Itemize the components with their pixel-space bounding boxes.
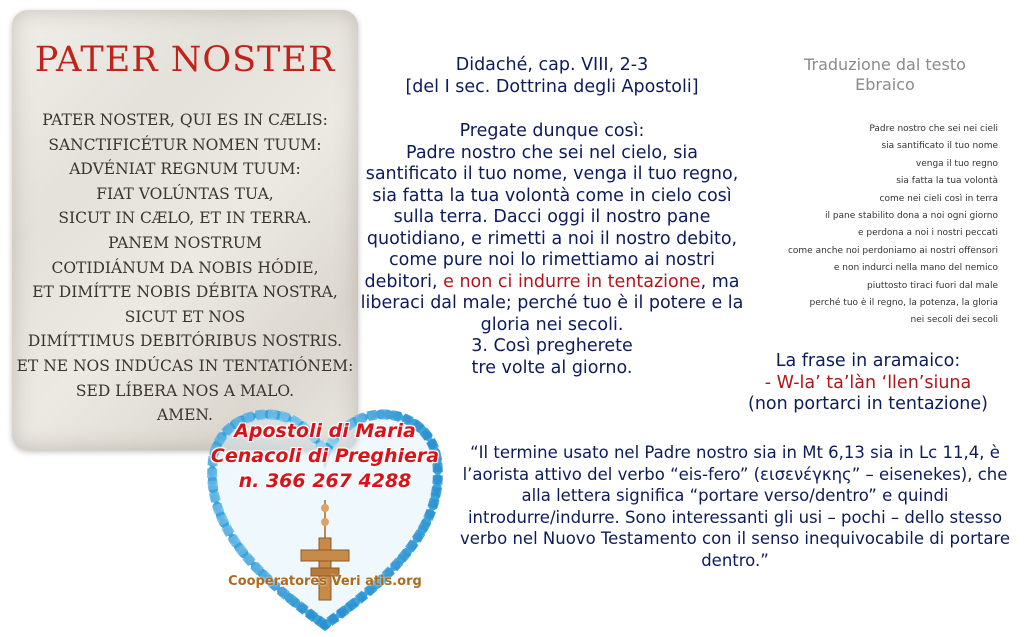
translation-title-line2: Ebraico [855,75,915,94]
translation-line: sia fatta la tua volontà [896,176,998,187]
plaque-line: PATER NOSTER, QUI ES IN CÆLIS: [42,111,328,129]
didache-closing-1: 3. Così pregherete [471,336,633,356]
pater-noster-plaque [12,10,358,450]
etymology-quote: “Il termine usato nel Padre nostro sia in Mt 6,13 sia in Lc 11,4, è l’aorista attivo del verbo “eis-fero” (εισενέγκης” – eisenekes), che alla lettera significa “portare verso/dentro” e quindi introdurre/indurre. Sono interessanti gli usi – pochi – dello stesso verbo nel Nuovo Testamento con il senso inequivocabile di portare dentro.” [459,443,1011,570]
aramaic-meaning: (non portarci in tentazione) [748,394,988,414]
didache-body [360,121,744,379]
prayer-text-part2: , ma liberaci dal male; perché tuo è il potere e la gloria nei secoli. [360,271,744,335]
translation-title-line1: Traduzione dal testo [804,55,966,74]
didache-intro: Pregate dunque così: [459,121,645,141]
logo-line-apostoli: Apostoli di Maria [234,420,416,442]
prayer-highlight: e non ci indurre in tentazione [443,271,701,292]
translation-line: venga il tuo regno [915,158,998,169]
plaque-line: SICUT ET NOS [124,307,246,326]
plaque-line: PANEM NOSTRUM [108,233,262,252]
aramaic-label: La frase in aramaico: [775,351,961,371]
plaque-line: ET NE NOS INDÚCAS IN TENTATIÓNEM: [16,356,354,375]
plaque-line: FIAT VOLÚNTAS TUA, [96,184,274,203]
translation-text [738,121,998,330]
translation-line: e perdona a noi i nostri peccati [858,228,998,239]
plaque-line: DIMÍTTIMUS DEBITÓRIBUS NOSTRIS. [27,332,343,351]
translation-line: e non indurci nella mano del nemico [833,263,998,274]
plaque-line: ET DIMÍTTE NOBIS DÉBITA NOSTRA, [32,283,338,302]
translation-line: come anche noi perdoniamo ai nostri offensori [787,245,998,256]
plaque-line: COTIDIÁNUM DA NOBIS HÓDIE, [51,258,319,277]
didache-heading: Didaché, cap. VIII, 2-3 [455,55,649,75]
logo-line-cenacoli: Cenacoli di Preghiera [210,445,440,467]
apostoli-di-maria-logo [195,390,455,633]
translation-line: piuttosto tiraci fuori dal male [867,280,998,291]
translation-line: perché tuo è il regno, la potenza, la gloria [809,298,998,309]
plaque-title: PATER NOSTER [34,40,336,80]
translation-line: Padre nostro che sei nei cieli [869,124,998,134]
aramaic-section [718,351,1018,416]
plaque-line: SED LÍBERA NOS A MALO. [75,381,295,400]
translation-title [760,55,1010,95]
translation-line: il pane stabilito dona a noi ogni giorno [824,211,998,222]
plaque-text [12,108,358,428]
logo-line-phone: n. 366 267 4288 [238,470,412,492]
aramaic-phrase: - W-la’ ta’làn ‘llen’siuna [764,372,972,393]
logo-footer-website: Cooperatores Veri atis.org [228,574,422,589]
plaque-line: SANCTIFICÉTUR NOMEN TUUM: [48,135,322,154]
didache-subheading: [del I sec. Dottrina degli Apostoli] [405,77,699,97]
plaque-line: SICUT IN CÆLO, ET IN TERRA. [58,209,312,228]
translation-line: sia santificato il tuo nome [881,141,998,152]
translation-line: nei secoli dei secoli [910,315,998,326]
plaque-line: AMEN. [157,406,213,425]
didache-prayer [360,143,744,337]
didache-closing-2: tre volte al giorno. [471,357,633,378]
translation-line: come nei cieli così in terra [879,193,998,204]
prayer-text-part1: Padre nostro che sei nel cielo, sia santificato il tuo nome, venga il tuo regno, sia fatta la tua volontà come in cielo così sulla terra. Dacci oggi il nostro pane quotidiano, e rimetti a noi il nostro debito, come pure noi lo rimettiamo ai nostri debitori, [364,142,739,292]
plaque-line: ADVÉNIAT REGNUM TUUM: [69,160,301,179]
